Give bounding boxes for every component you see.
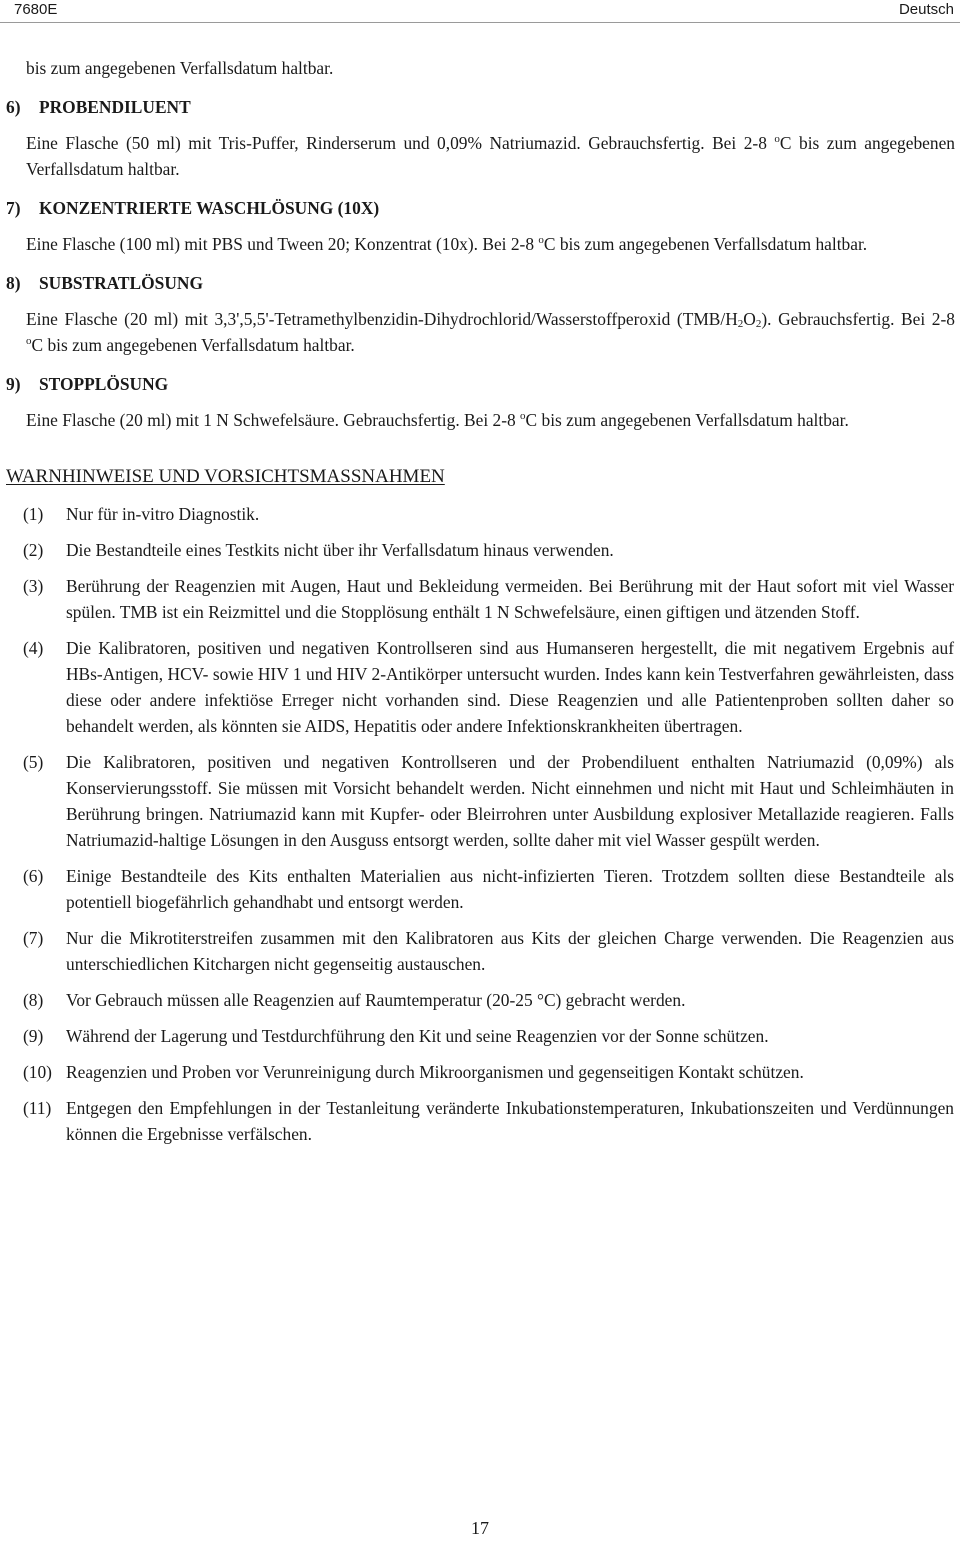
subscript: 2	[755, 318, 762, 330]
language-label: Deutsch	[898, 1, 954, 18]
warning-text: Die Bestandteile eines Testkits nicht über ihr Verfallsdatum hinaus verwenden.	[66, 540, 614, 560]
section-text-part: C bis zum angegebenen Verfallsdatum haltbar.	[26, 133, 955, 179]
warning-number: (10)	[23, 1062, 52, 1082]
section-text-part: Eine Flasche (100 ml) mit PBS und Tween 20; Konzentrat (10x). Bei 2-8	[26, 234, 539, 254]
warning-item	[23, 987, 954, 1013]
warning-item	[23, 1023, 954, 1049]
section-text-part: Eine Flasche (20 ml) mit 3,3',5,5'-Tetramethylbenzidin-Dihydrochlorid/Wasserstoffperoxid (TMB/H	[26, 309, 738, 329]
warning-text: Entgegen den Empfehlungen in der Testanleitung veränderte Inkubationstemperaturen, Inkubationszeiten und Verdünnungen können die Ergebnisse verfälschen.	[66, 1098, 954, 1144]
warning-item	[23, 635, 954, 739]
warning-text: Vor Gebrauch müssen alle Reagenzien auf Raumtemperatur (20-25 °C) gebracht werden.	[66, 990, 686, 1010]
warning-item	[23, 501, 954, 527]
warning-text: Nur die Mikrotiterstreifen zusammen mit den Kalibratoren aus Kits der gleichen Charge verwenden. Die Reagenzien aus unterschiedlichen Kitchargen nicht gegenseitig austauschen.	[66, 928, 954, 974]
warning-item	[23, 1095, 954, 1147]
warning-item	[23, 537, 954, 563]
degree-mark: o	[774, 133, 780, 145]
warning-number: (2)	[23, 540, 44, 560]
section-title: SUBSTRATLÖSUNG	[39, 273, 203, 293]
warning-item	[23, 925, 954, 977]
warning-number: (3)	[23, 576, 44, 596]
document-code: 7680E	[14, 1, 58, 18]
warning-number: (1)	[23, 504, 44, 524]
section-text-7	[26, 231, 955, 257]
section-title: STOPPLÖSUNG	[39, 374, 169, 394]
section-number: 8)	[6, 273, 21, 293]
warning-text: Nur für in-vitro Diagnostik.	[66, 504, 260, 524]
section-heading-8	[6, 270, 936, 296]
page-number: 17	[471, 1518, 489, 1538]
warning-number: (6)	[23, 866, 44, 886]
warning-number: (8)	[23, 990, 44, 1010]
warning-number: (7)	[23, 928, 44, 948]
section-text-part: ). Gebrauchsfertig. Bei 2-8	[761, 309, 955, 329]
page-header	[0, 0, 960, 23]
warning-item	[23, 749, 954, 853]
warning-number: (9)	[23, 1026, 44, 1046]
section-number: 7)	[6, 198, 21, 218]
warning-number: (4)	[23, 638, 44, 658]
intro-line: bis zum angegebenen Verfallsdatum haltbar.	[26, 58, 334, 78]
section-text-part: Eine Flasche (20 ml) mit 1 N Schwefelsäure. Gebrauchsfertig. Bei 2-8	[26, 410, 521, 430]
section-text-6	[26, 130, 955, 182]
warnings-title: WARNHINWEISE UND VORSICHTSMASSNAHMEN	[6, 466, 445, 487]
section-heading-9	[6, 371, 936, 397]
section-title: PROBENDILUENT	[39, 97, 191, 117]
warning-number: (5)	[23, 752, 44, 772]
section-text-part: Eine Flasche (50 ml) mit Tris-Puffer, Rinderserum und 0,09% Natriumazid. Gebrauchsfertig. Bei 2-8	[26, 133, 775, 153]
degree-mark: o	[538, 234, 544, 246]
warning-text: Einige Bestandteile des Kits enthalten Materialien aus nicht-infizierten Tieren. Trotzdem sollten diese Bestandteile als potentiell biogefährlich gehandhabt und entsorgt werden.	[66, 866, 954, 912]
section-heading-7	[6, 195, 936, 221]
warning-item	[23, 573, 954, 625]
section-text-8	[26, 306, 955, 358]
section-title: KONZENTRIERTE WASCHLÖSUNG (10X)	[39, 198, 380, 218]
degree-mark: o	[520, 410, 526, 422]
section-heading-6	[6, 94, 936, 120]
warning-text: Die Kalibratoren, positiven und negativen Kontrollseren und der Probendiluent enthalten Natriumazid (0,09%) als Konservierungsstoff. Sie müssen mit Vorsicht behandelt werden. Nicht einnehmen und nicht mit Haut und Schleimhäuten in Berührung bringen. Natriumazid kann mit Kupfer- oder Bleirrohren unter Ausbildung explosiver Metallazide reagieren. Falls Natriumazid-haltige Lösungen in den Ausguss entsorgt werden, sollte daher mit viel Wasser gespült werden.	[66, 752, 954, 850]
degree-mark: o	[26, 335, 32, 347]
warning-text: Berührung der Reagenzien mit Augen, Haut und Bekleidung vermeiden. Bei Berührung mit der Haut sofort mit viel Wasser spülen. TMB ist ein Reizmittel und die Stopplösung enthält 1 N Schwefelsäure, einen giftigen und ätzenden Stoff.	[66, 576, 954, 622]
section-text-part: C bis zum angegebenen Verfallsdatum haltbar.	[543, 234, 868, 254]
warning-text: Die Kalibratoren, positiven und negativen Kontrollseren sind aus Humanseren hergestellt, die mit negativem Ergebnis auf HBs-Antigen, HCV- sowie HIV 1 und HIV 2-Antikörper untersucht wurden. Indes kann kein Testverfahren gewährleisten, dass diese oder andere infektiöse Erreger nicht vorhanden sind. Diese Reagenzien und alle Patientenproben sollten daher so behandelt werden, als könnten sie AIDS, Hepatitis oder andere Infektionskrankheiten übertragen.	[66, 638, 954, 736]
warning-item	[23, 1059, 954, 1085]
warning-item	[23, 863, 954, 915]
page-content	[0, 55, 960, 1147]
subscript: 2	[737, 318, 744, 330]
section-text-part: C bis zum angegebenen Verfallsdatum haltbar.	[525, 410, 849, 430]
warning-number: (11)	[23, 1098, 52, 1118]
warning-text: Reagenzien und Proben vor Verunreinigung durch Mikroorganismen und gegenseitigen Kontakt schützen.	[66, 1062, 804, 1082]
section-text-9	[26, 407, 955, 433]
section-number: 6)	[6, 97, 21, 117]
section-text-part: O	[743, 309, 756, 329]
section-number: 9)	[6, 374, 21, 394]
warning-text: Während der Lagerung und Testdurchführung den Kit und seine Reagenzien vor der Sonne schützen.	[66, 1026, 769, 1046]
section-text-part: C bis zum angegebenen Verfallsdatum haltbar.	[31, 335, 355, 355]
